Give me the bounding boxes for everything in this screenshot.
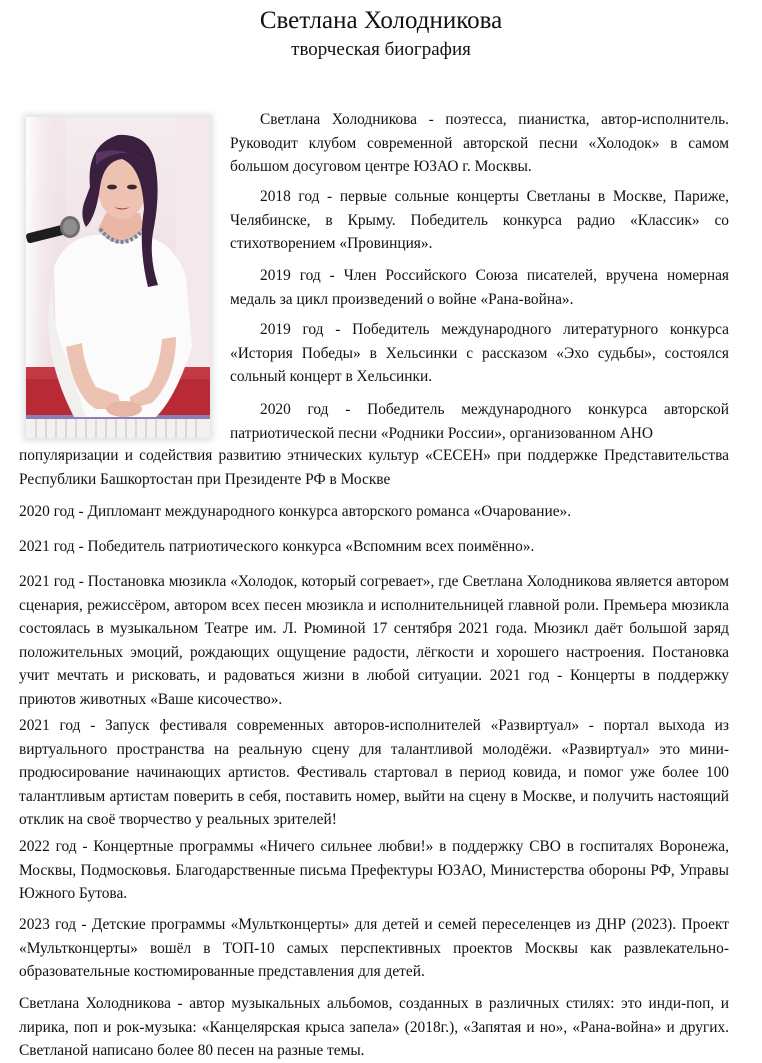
page-title: Светлана Холодникова [259,7,503,34]
paragraph-2021-contest: 2021 год - Победитель патриотического конкурса «Вспомним всех поимённо». [19,538,535,555]
portrait-photo [26,117,210,438]
paragraph-albums: Светлана Холодникова - автор музыкальных альбомов, созданных в различных стилях: это инди-поп, и лирика, поп и рок-музыка: «Канцелярская крыса запела» (2018г.), «Запятая и но», «Рана-война» и других. Светланой написано более 80 песен на разные темы. [19,995,729,1060]
paragraph-2023: 2023 год - Детские программы «Мультконцерты» для детей и семей переселенцев из ДНР (2023). Проект «Мультконцерты» вошёл в ТОП-10 самых перспективных проектов Москвы как развлекательно-образовательные костюмированные представления для детей. [19,916,729,981]
paragraph-2020-rodniki-continued: популяризации и содействия развитию этнических культур «СЕСЕН» при поддержке Представительства Республики Башкортостан при Президенте РФ в Москве [19,447,729,488]
paragraph-2018: 2018 год - первые сольные концерты Светланы в Москве, Париже, Челябинске, в Крыму. Победитель конкурса радио «Классик» со стихотворением «Провинция». [230,188,729,253]
paragraph-2019-helsinki: 2019 год - Победитель международного литературного конкурса «История Победы» в Хельсинки с рассказом «Эхо судьбы», состоялся сольный концерт в Хельсинки. [230,321,729,386]
paragraph-2021-musical: 2021 год - Постановка мюзикла «Холодок, который согревает», где Светлана Холодникова является автором сценария, режиссёром, автором всех песен мюзикла и исполнительницей главной роли. Премьера мюзикла состоялась в музыкальном Театре им. Л. Рюминой 17 сентября 2021 года. Мюзикл даёт большой заряд положительных эмоций, рождающих ощущение радости, лёгкости и хорошего настроения. Постановка учит мечтать и рисковать, и радоваться жизни в любой ситуации. 2021 год - Концерты в поддержку приютов животных «Ваше кисочество». [19,573,729,708]
page-subtitle: творческая биография [291,39,471,60]
portrait-photo-icon [26,117,210,438]
paragraph-2021-festival: 2021 год - Запуск фестиваля современных авторов-исполнителей «Развиртуал» - портал выхода из виртуального пространства на реальную сцену для талантливой молодёжи. «Развиртуал» это мини-продюсирование начинающих артистов. Фестиваль стартовал в период ковида, и помог уже более 100 талантливым артистам поверить в себя, поставить номер, выйти на сцену в Москве, и получить настоящий отклик на своё творчество у реальных зрителей! [19,717,729,829]
paragraph-2020-diploma: 2020 год - Дипломант международного конкурса авторского романса «Очарование». [19,503,572,520]
paragraph-2020-rodniki: 2020 год - Победитель международного конкурса авторской патриотической песни «Родники России», организованном АНО [230,401,729,442]
paragraph-2022: 2022 год - Концертные программы «Ничего сильнее любви!» в поддержку СВО в госпиталях Воронежа, Москвы, Подмосковья. Благодарственные письма Префектуры ЮЗАО, Министерства обороны РФ, Управы Южного Бутова. [19,838,729,903]
paragraph-2019-union: 2019 год - Член Российского Союза писателей, вручена номерная медаль за цикл произведений о войне «Рана-война». [230,267,729,308]
paragraph-intro: Светлана Холодникова - поэтесса, пианистка, автор-исполнитель. Руководит клубом современной авторской песни «Холодок» в самом большом досуговом центре ЮЗАО г. Москвы. [230,111,729,176]
